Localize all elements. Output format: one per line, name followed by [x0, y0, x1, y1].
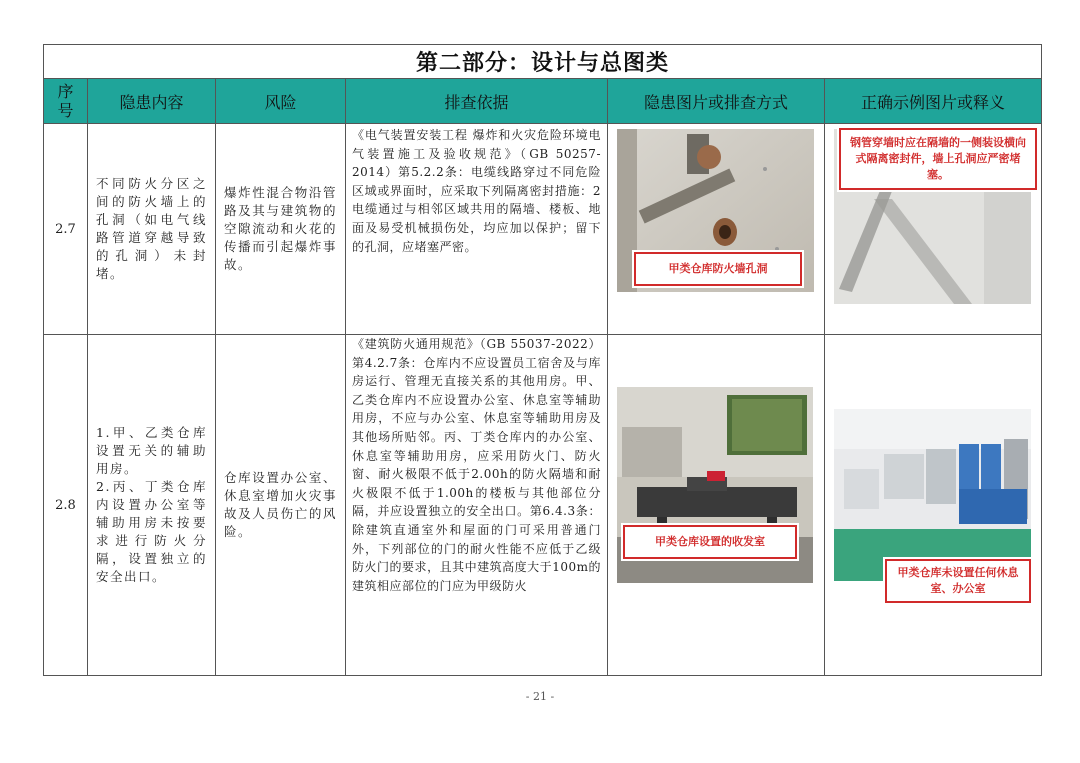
hazard-table-page [43, 44, 1041, 676]
warehouse-illustration [834, 409, 1031, 581]
row-index: 2.8 [44, 335, 88, 676]
row-index: 2.7 [44, 124, 88, 335]
table-header-row [44, 79, 1042, 124]
inspection-basis: 《建筑防火通用规范》（GB 55037-2022）第4.2.7条：仓库内不应设置员工宿舍及与库房运行、管理无直接关系的其他用房。甲、乙类仓库内不应设置办公室、休息室等辅助用房，不应与办公室、休息室等辅助用房及其他场所贴邻。丙、丁类仓库内的办公室、休息室等辅助用房，应采用防火门、防火窗、耐火极限不低于2.00h的防火隔墙和耐火极限不低于1.00h的楼板与其他部位分隔，并应设置独立的安全出口。第6.4.3条：除建筑直通室外和屋面的门可采用普通门外，下列部位的门的耐火性能不应低于乙级防火门的要求，且其中建筑高度大于100m的建筑相应部位的门应为甲级防火 [346, 335, 608, 676]
correct-example-caption: 甲类仓库未设置任何休息室、办公室 [885, 559, 1031, 603]
hazard-photo-caption: 甲类仓库设置的收发室 [623, 525, 797, 559]
table-row [44, 124, 1042, 335]
inspection-basis: 《电气装置安装工程 爆炸和火灾危险环境电气装置施工及验收规范》（GB 50257-2014）第5.2.2条：电缆线路穿过不同危险区域或界面时，应采取下列隔离密封措施：2电缆通过与相邻区域共用的隔墙、楼板、地面及易受机械损伤处，均应加以保护；留下的孔洞，应堵塞严密。 [346, 124, 608, 335]
hazard-content: 不同防火分区之间的防火墙上的孔洞（如电气线路管道穿越导致的孔洞）未封堵。 [88, 124, 216, 335]
page-number: - 21 - [525, 690, 555, 703]
header-risk: 风险 [216, 79, 346, 124]
header-hazard-image: 隐患图片或排查方式 [608, 79, 825, 124]
correct-example-cell [825, 335, 1042, 676]
header-index [44, 79, 88, 124]
hazard-table [43, 44, 1042, 676]
hazard-content: 1.甲、乙类仓库设置无关的辅助用房。 2.丙、丁类仓库内设置办公室等辅助用房未按要求进行防火分隔，设置独立的安全出口。 [88, 335, 216, 676]
table-row [44, 335, 1042, 676]
correct-example-cell [825, 124, 1042, 335]
warehouse-photo [834, 409, 1031, 581]
header-correct-example: 正确示例图片或释义 [825, 79, 1042, 124]
section-title: 第二部分：设计与总图类 [44, 45, 1042, 79]
header-hazard: 隐患内容 [88, 79, 216, 124]
risk-content: 爆炸性混合物沿管路及其与建筑物的空隙流动和火花的传播而引起爆炸事故。 [216, 124, 346, 335]
correct-example-caption: 钢管穿墙时应在隔墙的一侧装设横向式隔离密封件，墙上孔洞应严密堵塞。 [839, 128, 1037, 190]
header-basis: 排查依据 [346, 79, 608, 124]
risk-content: 仓库设置办公室、休息室增加火灾事故及人员伤亡的风险。 [216, 335, 346, 676]
header-index-label: 序号 [57, 82, 74, 120]
hazard-photo-caption: 甲类仓库防火墙孔洞 [634, 252, 802, 286]
hazard-image-cell [608, 124, 825, 335]
hazard-image-cell [608, 335, 825, 676]
